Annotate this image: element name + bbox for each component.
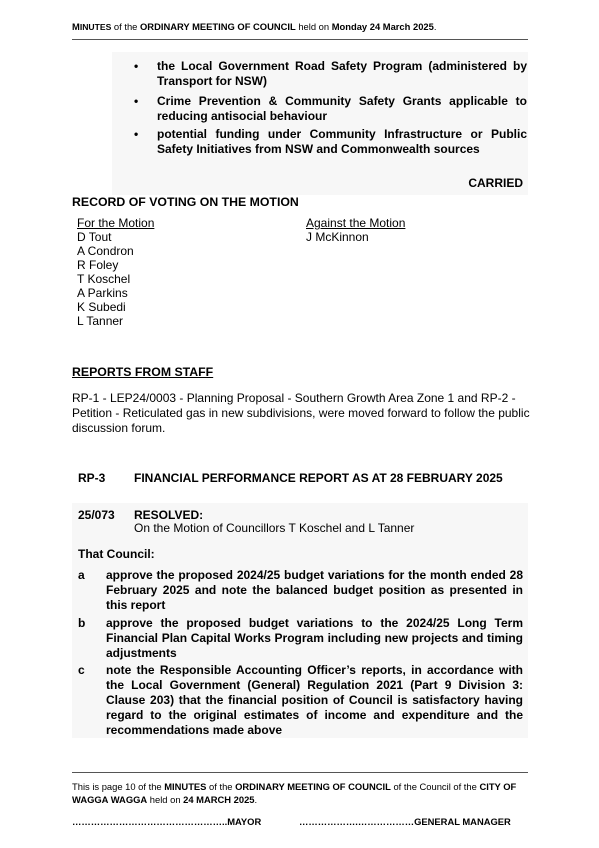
header-date: Monday 24 March 2025 — [331, 21, 434, 32]
bullet-text: the Local Government Road Safety Program (administered by Transport for NSW) — [157, 59, 527, 88]
motion-movers: On the Motion of Councillors T Koschel and L Tanner — [134, 521, 415, 535]
report-title: FINANCIAL PERFORMANCE REPORT AS AT 28 FEBRUARY 2025 — [134, 471, 503, 485]
item-letter: a — [78, 568, 85, 582]
general-manager-signature-line: ……………….………………GENERAL MANAGER — [299, 816, 511, 827]
header-m: M — [72, 21, 80, 32]
bullet-glyph: • — [134, 59, 139, 73]
resolution-item — [78, 616, 528, 662]
footer-date: 24 MARCH 2025 — [183, 794, 255, 805]
item-text: note the Responsible Accounting Officer’s reports, in accordance with the Local Government (General) Regulation 2021 (Part 9 Division 3: Clause 203) that the financial position of Council is satisfactory having regard to the original estimates of income and expenditure and the recommendations made above — [106, 663, 523, 737]
against-motion-list — [306, 230, 369, 244]
report-code: RP-3 — [78, 471, 106, 485]
bullet-glyph: • — [134, 127, 139, 141]
item-text: approve the proposed budget variations to the 2024/25 Long Term Financial Plan Capital Works Program including new projects and timing adjustments — [106, 616, 523, 660]
item-letter: c — [78, 663, 85, 677]
footer-page: This is page 10 of the — [72, 781, 165, 792]
footer-held-on: held on — [147, 794, 184, 805]
voting-title: RECORD OF VOTING ON THE MOTION — [72, 195, 299, 209]
voter-name: J McKinnon — [306, 230, 369, 244]
header-minutes: INUTES — [79, 22, 112, 32]
resolution-item — [78, 568, 528, 614]
resolution-number: 25/073 — [78, 508, 115, 522]
voter-name: A Condron — [77, 244, 134, 258]
header-rule — [72, 39, 528, 40]
footer-city: CITY OF WAGGA WAGGA — [72, 781, 517, 805]
carried-label: CARRIED — [468, 176, 523, 190]
footer-period: . — [254, 794, 258, 805]
page-footer — [72, 780, 532, 806]
footer-meeting: ORDINARY MEETING OF COUNCIL — [235, 781, 391, 792]
bullet-item — [134, 127, 529, 159]
footer-rule — [72, 772, 528, 773]
voter-name: L Tanner — [77, 314, 124, 328]
bullet-glyph: • — [134, 94, 139, 108]
voter-name: A Parkins — [77, 286, 128, 300]
reports-title: REPORTS FROM STAFF — [72, 365, 214, 379]
voter-name: K Subedi — [77, 300, 126, 314]
footer-council-of: of the Council of the — [390, 781, 480, 792]
header-of: of the — [111, 21, 140, 32]
voter-name: D Tout — [77, 230, 112, 244]
header-period: . — [433, 21, 437, 32]
header-held-on: held on — [295, 21, 332, 32]
that-council-label: That Council: — [78, 547, 155, 561]
footer-minutes: MINUTES — [164, 781, 207, 792]
for-motion-label: For the Motion — [77, 216, 155, 230]
resolution-item — [78, 663, 528, 738]
mayor-signature-line: …………………………………………..MAYOR — [72, 816, 262, 827]
header-meeting: ORDINARY MEETING OF COUNCIL — [140, 21, 296, 32]
bullet-text: potential funding under Community Infrastructure or Public Safety Initiatives from NSW and Commonwealth sources — [157, 127, 527, 156]
bullet-item — [134, 94, 529, 126]
voter-name: R Foley — [77, 258, 119, 272]
footer-of: of the — [206, 781, 236, 792]
page-header — [72, 21, 436, 32]
resolved-label: RESOLVED: — [134, 508, 204, 522]
bullet-text: Crime Prevention & Community Safety Grants applicable to reducing antisocial behaviour — [157, 94, 527, 123]
voter-name: T Koschel — [77, 272, 131, 286]
bullet-item — [134, 59, 529, 91]
for-motion-list — [77, 230, 134, 328]
item-text: approve the proposed 2024/25 budget variations for the month ended 28 February 2025 and note the balanced budget position as presented in this report — [106, 568, 523, 612]
item-letter: b — [78, 616, 86, 630]
reports-paragraph: RP-1 - LEP24/0003 - Planning Proposal - Southern Growth Area Zone 1 and RP-2 - Petition - Reticulated gas in new subdivisions, were moved forward to follow the public discussion forum. — [72, 391, 530, 435]
against-motion-label: Against the Motion — [306, 216, 406, 230]
